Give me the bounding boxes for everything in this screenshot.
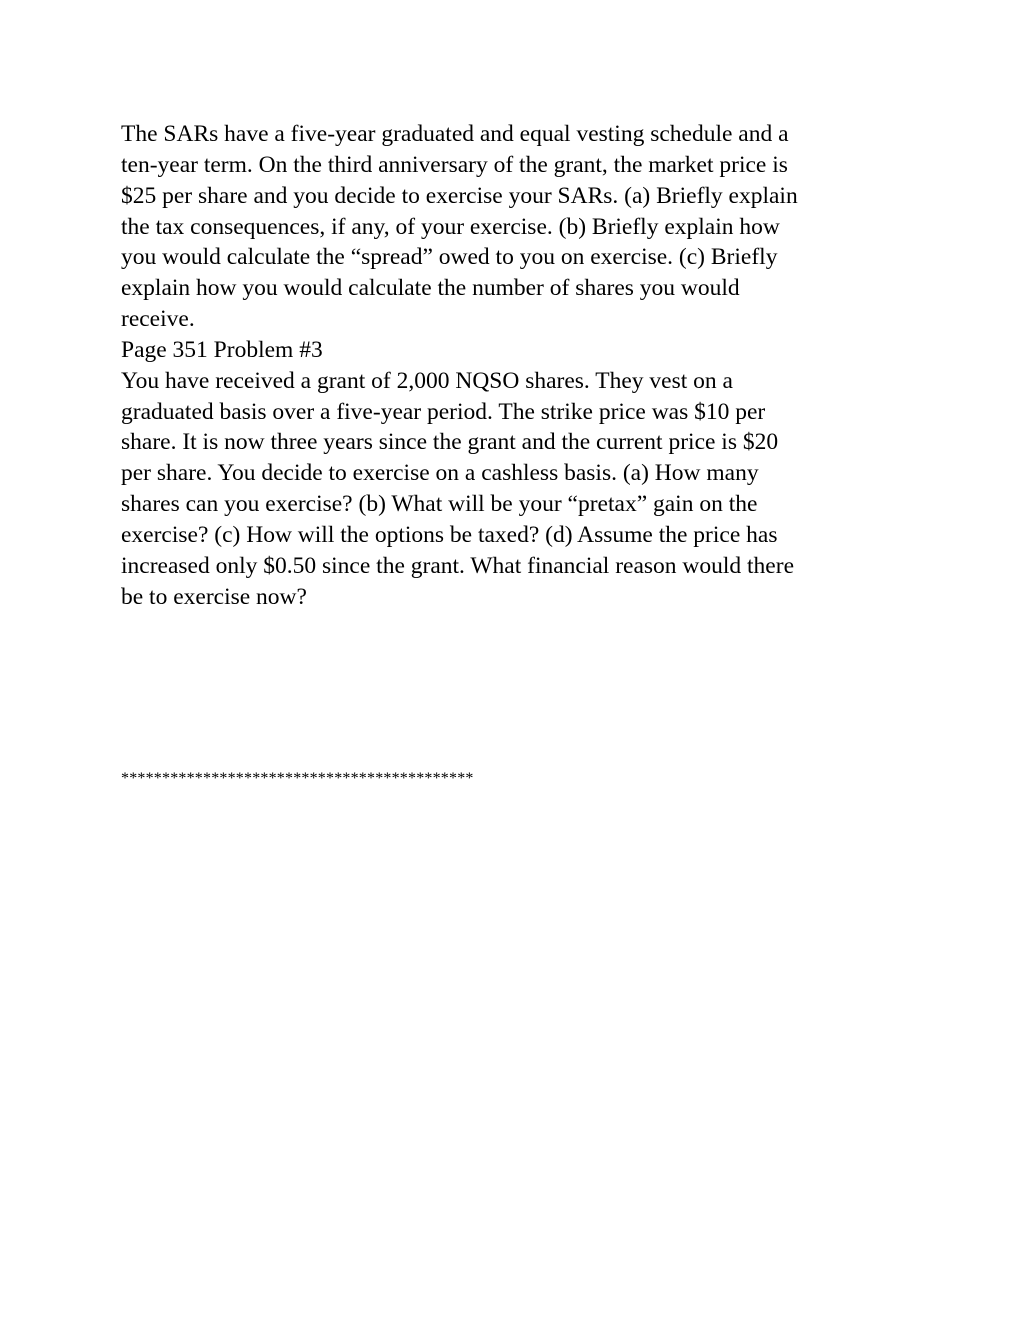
text-line: shares can you exercise? (b) What will be your “pretax” gain on the — [121, 491, 758, 518]
text-line: you would calculate the “spread” owed to you on exercise. (c) Briefly — [121, 244, 778, 271]
text-line: explain how you would calculate the number of shares you would — [121, 275, 740, 302]
text-line: be to exercise now? — [121, 583, 307, 610]
text-line: exercise? (c) How will the options be taxed? (d) Assume the price has — [121, 521, 778, 548]
text-line: increased only $0.50 since the grant. What financial reason would there — [121, 552, 794, 579]
text-line: the tax consequences, if any, of your exercise. (b) Briefly explain how — [121, 213, 780, 240]
text-line: receive. — [121, 306, 195, 333]
text-line: graduated basis over a five-year period. The strike price was $10 per — [121, 398, 766, 425]
text-line: per share. You decide to exercise on a cashless basis. (a) How many — [121, 460, 759, 487]
text-line: share. It is now three years since the grant and the current price is $20 — [121, 429, 779, 456]
text-line: ten-year term. On the third anniversary of the grant, the market price is — [121, 151, 788, 178]
problem-heading: Page 351 Problem #3 — [121, 336, 323, 363]
text-line: The SARs have a five-year graduated and equal vesting schedule and a — [121, 121, 789, 147]
asterisk-separator: ******************************************* — [121, 770, 474, 787]
body-text — [121, 119, 911, 613]
text-line: You have received a grant of 2,000 NQSO shares. They vest on a — [121, 367, 733, 394]
text-line: $25 per share and you decide to exercise your SARs. (a) Briefly explain — [121, 182, 798, 209]
